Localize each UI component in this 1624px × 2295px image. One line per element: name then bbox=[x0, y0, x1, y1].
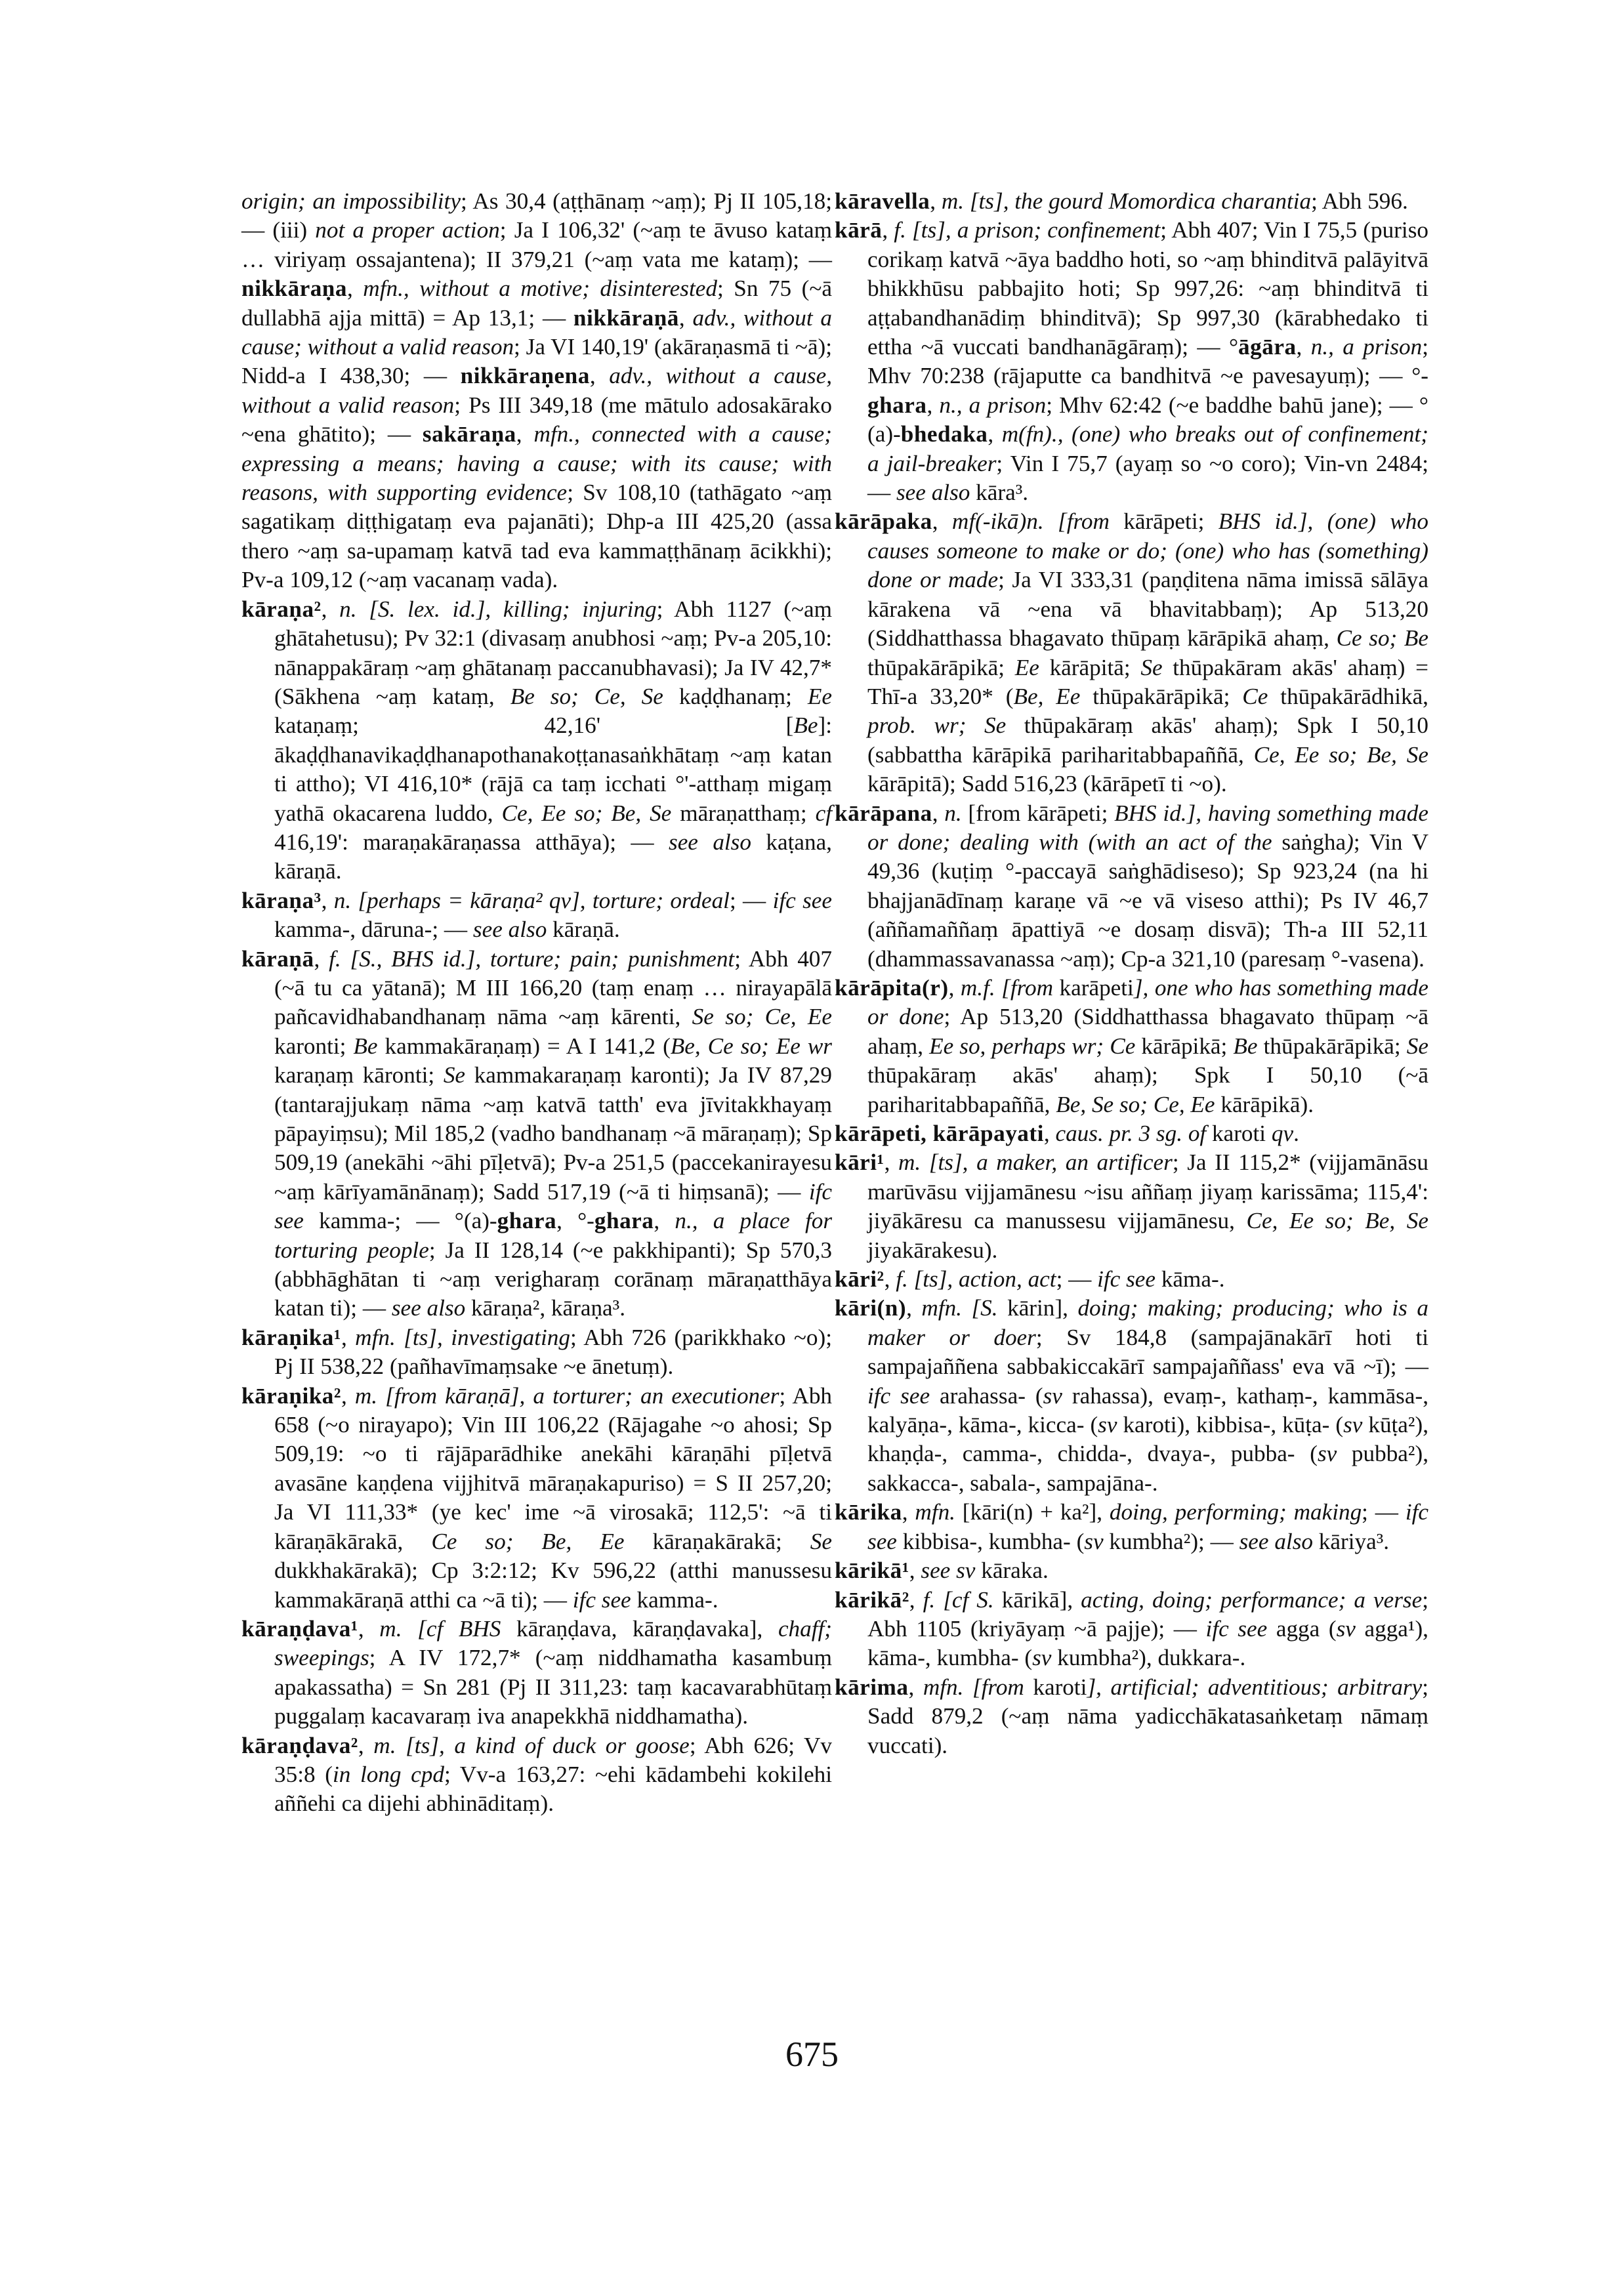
gloss-text: Ce so; Be, Ee bbox=[431, 1528, 625, 1554]
citation-text: agga¹), kāma-, kumbha- ( bbox=[867, 1615, 1428, 1671]
dictionary-entry-kari-1 bbox=[835, 1148, 1428, 1265]
headword: kāravella bbox=[835, 188, 930, 214]
citation-text: kārāpitā); Sadd 516,23 (kārāpetī ti ~o). bbox=[867, 771, 1227, 797]
citation-text: ; Abh 626; Vv 35:8 ( bbox=[274, 1732, 833, 1787]
citation-text: saṅgha bbox=[1272, 829, 1346, 855]
citation-text: ; Abh 726 (parikkhako ~o); Pj II 538,22 (pañhavīmaṃsake ~e ānetuṃ). bbox=[274, 1324, 833, 1380]
dictionary-entry-kari-2 bbox=[835, 1265, 1428, 1294]
gloss-text: sv bbox=[1084, 1528, 1104, 1554]
gloss-text: sv bbox=[1317, 1441, 1337, 1467]
headword: kāraṇa³ bbox=[241, 887, 322, 913]
dictionary-entry-karana-3 bbox=[241, 886, 832, 945]
citation-text: jiyakārakesu). bbox=[867, 1237, 998, 1263]
gloss-text: ifc see bbox=[1205, 1615, 1268, 1642]
gloss-text: n. [perhaps = kāraṇa² qv], torture; ordeal bbox=[333, 887, 730, 913]
citation-text: ; A IV 172,7* (~aṃ niddhamatha kasambuṃ apakassatha) = Sn 281 (Pj II 311,23: taṃ kacavarabhūtaṃ puggalaṃ kacavaraṃ iva anapekkhā niddhamatha). bbox=[274, 1645, 832, 1729]
gloss-text: ifc see bbox=[1097, 1266, 1156, 1292]
dictionary-entry-karika-f2 bbox=[835, 1586, 1428, 1673]
gloss-text: f. [ts], a prison; confinement bbox=[894, 217, 1161, 243]
citation-text: māraṇatthaṃ; bbox=[671, 800, 816, 826]
gloss-text: m. [ts], a kind of duck or goose bbox=[373, 1732, 690, 1758]
gloss-text: Ee bbox=[1014, 654, 1039, 680]
citation-text: arahassa- ( bbox=[930, 1382, 1043, 1409]
citation-text: , bbox=[358, 1615, 380, 1642]
gloss-text: origin; an impossibility bbox=[241, 188, 461, 214]
gloss-text: Ce, Ee so; Be, Se bbox=[1246, 1208, 1428, 1234]
dictionary-entry-karapaka bbox=[835, 507, 1428, 798]
gloss-text: mfn. [ts], investigating bbox=[355, 1324, 570, 1350]
citation-text: kāraṇḍava, kāraṇḍavaka], bbox=[501, 1615, 778, 1642]
citation-text: ; Abh 658 (~o nirayapo); Vin III 106,22 (Rājagahe ~o ahosi; Sp 509,19: ~o ti rājāparādhike anekāhi kāraṇāhi pīḷetvā avasāne kaṇḍena vijjhitvā māraṇakapuriso) = S II 257,20; Ja VI 111,33* (ye kec' ime ~ā virosakā; 112,5': ~ā ti kāraṇākārakā, bbox=[274, 1382, 833, 1554]
gloss-text: mf(-ikā)n. [from bbox=[951, 508, 1110, 535]
citation-text: ; As 30,4 (aṭṭhānaṃ ~aṃ); Pj II 105,18; — (iii) bbox=[241, 188, 832, 243]
citation-text: kaḍḍhanaṃ; bbox=[663, 683, 808, 709]
headword: kārāpaka bbox=[835, 508, 932, 535]
gloss-text: ifc see bbox=[274, 1178, 832, 1234]
citation-text: ; Abh 407 (~ā tu ca yātanā); M III 166,20 (taṃ enaṃ … nirayapālā pañcavidhabandhanaṃ nāma ~aṃ kārenti, bbox=[274, 945, 832, 1030]
citation-text: kibbisa-, kumbha- ( bbox=[896, 1528, 1085, 1554]
gloss-text: Se bbox=[443, 1062, 466, 1088]
citation-text: kataṇaṃ; 42,16' [ bbox=[274, 713, 794, 739]
gloss-text: Be bbox=[1233, 1033, 1258, 1059]
citation-text: kamma-; — °(a)- bbox=[303, 1208, 497, 1234]
citation-text: kumbha²); — bbox=[1103, 1528, 1239, 1554]
dictionary-entry-karana-f bbox=[241, 945, 832, 1323]
gloss-text: ifc see bbox=[867, 1499, 1428, 1554]
citation-text: kāriya³. bbox=[1312, 1528, 1390, 1554]
citation-text: , bbox=[1296, 334, 1311, 360]
citation-text: thūpakāram akās' ahaṃ) = Thī-a 33,20* ( bbox=[867, 654, 1428, 709]
citation-text: [from kārāpeti; bbox=[961, 800, 1115, 826]
citation-text: kārikā], bbox=[993, 1586, 1081, 1613]
citation-text: kamma-. bbox=[631, 1586, 718, 1613]
gloss-text: f. [S., BHS id.], torture; pain; punishment bbox=[329, 945, 735, 972]
gloss-text: Be bbox=[353, 1033, 378, 1059]
citation-text: ; Abh 1105 (kriyāyaṃ ~ā pajje); — bbox=[867, 1586, 1428, 1642]
citation-text: pubba²), sakkacca-, sabala-, sampajāna-. bbox=[867, 1441, 1428, 1496]
gloss-text: ifc see bbox=[867, 1382, 930, 1409]
citation-text: , bbox=[654, 1208, 675, 1234]
gloss-text: Se bbox=[1406, 1033, 1428, 1059]
gloss-text: see sv bbox=[921, 1558, 976, 1584]
gloss-text: m.f. [from bbox=[960, 974, 1054, 1001]
citation-text: , bbox=[927, 392, 940, 418]
citation-text: ; Ps III 349,18 (me mātulo adosakārako ~ena ghātito); — bbox=[241, 392, 832, 447]
citation-text: karaṇaṃ kāronti; bbox=[274, 1062, 444, 1088]
gloss-text: Ce, Ee so; Be, Se bbox=[1253, 741, 1428, 768]
dictionary-entry-karika bbox=[835, 1498, 1428, 1556]
citation-text: ; Abh 407; Vin I 75,5 (puriso corikaṃ katvā ~āya baddho hoti, so ~aṃ bhinditvā palāyitvā bhikkhūsu pabbajito hoti; Sp 997,26: ~aṃ bhinditvā ti aṭṭabandhanādiṃ bhinditvā); Sp 997,30 (kārabhedako ti ettha ~ā vuccati bandhanāgāraṃ); — ° bbox=[867, 217, 1428, 360]
gloss-text: BHS id.], having something made or done; dealing with (with an act of the bbox=[867, 800, 1428, 855]
citation-text: kārin], bbox=[997, 1295, 1078, 1321]
dictionary-entry-karapana bbox=[835, 799, 1428, 974]
citation-text: ; Mhv 70:238 (rājaputte ca bandhitvā ~e pavesayuṃ); — °- bbox=[867, 334, 1429, 389]
gloss-text: mfn. [S. bbox=[921, 1295, 998, 1321]
citation-text: karoti bbox=[1024, 1674, 1087, 1700]
headword: āgāra bbox=[1238, 334, 1297, 360]
citation-text: kārāpikā; bbox=[1135, 1033, 1234, 1059]
gloss-text: see also bbox=[896, 480, 970, 506]
headword: kārikā² bbox=[835, 1586, 909, 1613]
citation-text: karāpeti bbox=[1053, 974, 1134, 1001]
headword: nikkāraṇa bbox=[241, 276, 347, 302]
gloss-text: ], one who has something made or done bbox=[867, 974, 1429, 1030]
headword: ghara bbox=[594, 1208, 654, 1234]
headword: bhedaka bbox=[900, 421, 988, 447]
citation-text: , bbox=[678, 304, 693, 331]
citation-text: ; Sn 75 (~ā dullabhā ajja mittā) = Ap 13,1; — bbox=[241, 276, 833, 331]
gloss-text: Be, Ee bbox=[1013, 683, 1081, 709]
gloss-text: m(fn)., (one) who breaks out of confinement; a jail-breaker bbox=[867, 421, 1429, 476]
headword: kāraṇika² bbox=[241, 1382, 341, 1409]
gloss-text: Be bbox=[793, 713, 818, 739]
citation-text: , bbox=[314, 945, 329, 972]
gloss-text: n., a prison bbox=[1310, 334, 1423, 360]
gloss-text: n., a prison bbox=[939, 392, 1047, 418]
citation-text: thūpakāraṃ akās' ahaṃ); Spk I 50,10 (~ā pariharitabbapaññā, bbox=[867, 1062, 1428, 1117]
citation-text: ; Sv 108,10 (tathāgato ~aṃ sagatikaṃ diṭṭhigataṃ eva pajanāti); Dhp-a III 425,20 (assa thero ~aṃ sa-upamaṃ katvā tad eva kammaṭṭhānaṃ ācikkhi); Pv-a 109,12 (~aṃ vacanaṃ vada). bbox=[241, 480, 832, 593]
right-column bbox=[835, 187, 1428, 1760]
citation-text: kāraka. bbox=[975, 1558, 1049, 1584]
citation-text: thūpakārāpikā; bbox=[1257, 1033, 1407, 1059]
citation-text: ; Ap 513,20 (Siddhatthassa bhagavato thūpaṃ ~ā ahaṃ, bbox=[867, 1004, 1428, 1059]
citation-text: , bbox=[948, 974, 961, 1001]
citation-text: , bbox=[908, 1674, 923, 1700]
gloss-text: mfn., connected with a cause; expressing a means; having a cause; with its cause; with reasons, with supporting evidence bbox=[241, 421, 833, 506]
headword: kāri¹ bbox=[835, 1149, 885, 1176]
citation-text: ; — bbox=[729, 887, 773, 913]
citation-text: , bbox=[341, 1382, 355, 1409]
citation-text: , bbox=[341, 1324, 356, 1350]
headword: kāri(n) bbox=[835, 1295, 907, 1321]
citation-text: , bbox=[988, 421, 1002, 447]
gloss-text: adv., without a cause, without a valid reason bbox=[241, 363, 832, 418]
citation-text: , bbox=[909, 1586, 923, 1613]
headword: kāraṇika¹ bbox=[241, 1324, 341, 1350]
headword: kārikā¹ bbox=[835, 1558, 909, 1584]
gloss-text: Be, Ce so; Ee wr bbox=[670, 1033, 832, 1059]
page-number: 675 bbox=[785, 2035, 839, 2074]
headword: kārāpeti, kārāpayati bbox=[835, 1121, 1044, 1146]
citation-text: , bbox=[1043, 1121, 1056, 1146]
dictionary-entry-karandava-2 bbox=[241, 1731, 832, 1819]
citation-text: dukkhakārakā); Cp 3:2:12; Kv 596,22 (atthi manussesu kammakāraṇā atthi ca ~ā ti); — bbox=[274, 1558, 832, 1613]
citation-text: thūpakāraṃ akās' ahaṃ); Spk I 50,10 (sabbattha kārāpikā pariharitabbapaññā, bbox=[867, 713, 1428, 768]
citation-text: , °- bbox=[556, 1208, 594, 1234]
gloss-text: n. bbox=[944, 800, 962, 826]
dictionary-entry-karavella bbox=[835, 187, 1428, 216]
citation-text: kāra³. bbox=[970, 480, 1029, 506]
gloss-text: Be so; Ce, Se bbox=[510, 683, 663, 709]
citation-text: kaṭana, kāraṇā. bbox=[274, 829, 832, 884]
gloss-text: prob. wr; Se bbox=[867, 713, 1007, 739]
citation-text: kāma-. bbox=[1156, 1266, 1225, 1292]
citation-text: ; Mhv 62:42 (~e baddhe bahū jane); — °(a)- bbox=[867, 392, 1428, 447]
headword: kārāpana bbox=[835, 800, 932, 826]
headword: kārika bbox=[835, 1499, 902, 1525]
gloss-text: mfn. [from bbox=[923, 1674, 1024, 1700]
headword: kārāpita(r) bbox=[835, 974, 949, 1001]
gloss-text: n. [S. lex. id.], killing; injuring bbox=[339, 596, 657, 622]
citation-text: , bbox=[884, 1149, 899, 1176]
headword: kāraṇa² bbox=[241, 596, 322, 622]
gloss-text: n., a place for torturing people bbox=[274, 1208, 833, 1263]
gloss-text: in long cpd bbox=[332, 1761, 444, 1787]
dictionary-entry-karana-2 bbox=[241, 595, 832, 886]
gloss-text: Ce so; Be bbox=[1336, 625, 1428, 651]
gloss-text: ], artificial; adventitious; arbitrary bbox=[1087, 1674, 1423, 1700]
citation-text: 416,19': maraṇakāraṇassa atthāya); — bbox=[274, 829, 669, 855]
headword: ghara bbox=[497, 1208, 557, 1234]
dictionary-entry-origin-continuation bbox=[241, 187, 832, 595]
gloss-text: qv bbox=[1271, 1121, 1294, 1146]
gloss-text: doing, performing; making bbox=[1109, 1499, 1362, 1525]
gloss-text: sv bbox=[1336, 1615, 1356, 1642]
gloss-text: ifc see bbox=[572, 1586, 631, 1613]
citation-text: , bbox=[358, 1732, 374, 1758]
gloss-text: m. [ts], a maker, an artificer bbox=[898, 1149, 1173, 1176]
headword: nikkāraṇena bbox=[460, 363, 590, 389]
citation-text: , bbox=[589, 363, 610, 389]
headword: nikkāraṇā bbox=[573, 304, 679, 331]
gloss-text: m. [cf BHS bbox=[379, 1615, 501, 1642]
citation-text: , bbox=[321, 596, 340, 622]
headword: kāraṇā bbox=[241, 945, 314, 972]
gloss-text: Se bbox=[1140, 654, 1163, 680]
gloss-text: mfn., without a motive; disinterested bbox=[363, 276, 717, 302]
gloss-text: doing; making; producing; who is a maker or doer bbox=[867, 1295, 1428, 1350]
citation-text: [kāri(n) + ka²], bbox=[955, 1499, 1110, 1525]
citation-text: ; Abh 1127 (~aṃ ghātahetusu); Pv 32:1 (divasaṃ anubhosi ~aṃ; Pv-a 205,10: nānappakāraṃ ~aṃ ghātanaṃ paccanubhavasi); Ja IV 42,7* (Sākhena ~aṃ kataṃ, bbox=[274, 596, 833, 709]
dictionary-entry-karima bbox=[835, 1673, 1428, 1760]
citation-text: , bbox=[902, 1499, 915, 1525]
gloss-text: m. [from kāraṇā], a torturer; an executioner bbox=[354, 1382, 780, 1409]
citation-text: kumbha²), dukkara-. bbox=[1051, 1645, 1246, 1671]
gloss-text: BHS id.], (one) who causes someone to make or do; (one) who has (something) done or made bbox=[867, 508, 1428, 593]
gloss-text: m. [ts], the gourd Momordica charantia bbox=[941, 188, 1312, 214]
dictionary-entry-kara bbox=[835, 216, 1428, 507]
gloss-text: Ee so, perhaps wr; Ce bbox=[929, 1033, 1136, 1059]
citation-text: kārāpikā). bbox=[1215, 1091, 1314, 1117]
citation-text: ; — bbox=[1056, 1266, 1098, 1292]
dictionary-entry-karapeti bbox=[835, 1119, 1428, 1148]
citation-text: ; Abh 596. bbox=[1311, 188, 1408, 214]
headword: kārā bbox=[835, 217, 883, 243]
citation-text: ; Vv-a 163,27: ~ehi kādambehi kokilehi aññehi ca dijehi abhināditaṃ). bbox=[274, 1761, 832, 1817]
citation-text: kāraṇakārakā; bbox=[624, 1528, 810, 1554]
citation-text: ]: ākaḍḍhanavikaḍḍhanapothanakoṭṭanasaṅkhātaṃ ~aṃ katan ti attho); VI 416,10* (rājā ca taṃ icchati °'-atthaṃ migaṃ yathā okacarena luddo, bbox=[274, 713, 832, 826]
citation-text: kārāpeti; bbox=[1109, 508, 1218, 535]
gloss-text: see also bbox=[1239, 1528, 1313, 1554]
dictionary-entry-karapita bbox=[835, 974, 1428, 1119]
gloss-text: sv bbox=[1098, 1412, 1117, 1438]
citation-text: karonti; bbox=[274, 1033, 354, 1059]
citation-text: ; — bbox=[1362, 1499, 1405, 1525]
citation-text: agga ( bbox=[1267, 1615, 1337, 1642]
gloss-text: f. [cf S. bbox=[923, 1586, 994, 1613]
citation-text: thūpakārāpikā; bbox=[867, 654, 1015, 680]
citation-text: ; Ja VI 333,31 (paṇḍitena nāma imissā sālāya kārakena vā ~ena vā bhavitabbaṃ); Ap 513,20 (Siddhatthassa bhagavato thūpaṃ kārāpikā ahaṃ, bbox=[867, 567, 1428, 651]
gloss-text: Ce bbox=[1242, 683, 1268, 709]
gloss-text: chaff; sweepings bbox=[274, 1615, 833, 1671]
gloss-text: cf bbox=[815, 800, 832, 826]
citation-text: , bbox=[882, 217, 894, 243]
headword: kāraṇḍava² bbox=[241, 1732, 358, 1758]
gloss-text: sv bbox=[1343, 1412, 1363, 1438]
gloss-text: sv bbox=[1043, 1382, 1062, 1409]
gloss-text: see also bbox=[669, 829, 751, 855]
dictionary-entry-kari-n bbox=[835, 1294, 1428, 1498]
citation-text: rahassa), evaṃ-, kathaṃ-, kammāsa-, kalyāṇa-, kāma-, kicca- ( bbox=[867, 1382, 1428, 1438]
citation-text: ; Ja II 115,2* (vijjamānāsu marūvāsu vijjamānesu ~isu aññaṃ jiyaṃ karissāma; 115,4': jiyākāresu ca manussesu vijjamānesu, bbox=[867, 1149, 1428, 1234]
gloss-text: caus. pr. 3 sg. of bbox=[1055, 1121, 1207, 1146]
citation-text: , bbox=[932, 508, 952, 535]
gloss-text: Se so; Ce, Ee bbox=[692, 1004, 833, 1030]
gloss-text: see also bbox=[472, 917, 547, 943]
citation-text: , bbox=[516, 421, 534, 447]
gloss-text: Se bbox=[810, 1528, 832, 1554]
citation-text: ; Sadd 879,2 (~aṃ nāma yadicchākatasaṅketaṃ nāmaṃ vuccati). bbox=[867, 1674, 1429, 1758]
headword: kāraṇḍava¹ bbox=[241, 1615, 358, 1642]
gloss-text: acting, doing; performance; a verse bbox=[1081, 1586, 1423, 1613]
citation-text: ; Vin V 49,36 (kuṭiṃ °-paccayā saṅghādiseso); Sp 923,24 (na hi bhajjanādīnaṃ karaṇe vā ~e vā viseso atthi); Ps IV 46,7 (aññamaññaṃ āpattiyā ~e dosaṃ disvā); Th-a III 52,11 (dhammassavanassa ~aṃ); Cp-a 321,10 (paresaṃ °-vasena). bbox=[867, 829, 1428, 972]
left-column bbox=[241, 187, 832, 1819]
gloss-text: ) bbox=[1346, 829, 1354, 855]
citation-text: kūṭa²), khaṇḍa-, camma-, chidda-, dvaya-, pubba- ( bbox=[867, 1412, 1428, 1467]
gloss-text: Be, Se so; Ce, Ee bbox=[1056, 1091, 1215, 1117]
citation-text: , bbox=[906, 1295, 922, 1321]
citation-text: ; Sv 184,8 (sampajānakārī hoti ti sampajaññena sabbakiccakārī sampajaññass' eva vā ~ī); — bbox=[867, 1324, 1428, 1380]
headword: sakāraṇa bbox=[422, 421, 516, 447]
citation-text: . bbox=[1293, 1121, 1299, 1146]
dictionary-entry-karandava-1 bbox=[241, 1615, 832, 1731]
citation-text: karoti), kibbisa-, kūṭa- ( bbox=[1117, 1412, 1344, 1438]
dictionary-entry-karanika-2 bbox=[241, 1382, 832, 1615]
gloss-text: Ee bbox=[807, 683, 832, 709]
citation-text: kāraṇa², kāraṇa³. bbox=[465, 1295, 626, 1321]
citation-text: karoti bbox=[1206, 1121, 1272, 1146]
citation-text: , bbox=[321, 887, 334, 913]
citation-text: kammakāraṇaṃ) = A I 141,2 ( bbox=[377, 1033, 671, 1059]
gloss-text: see also bbox=[391, 1295, 466, 1321]
citation-text: , bbox=[346, 276, 364, 302]
dictionary-entry-karika-f1 bbox=[835, 1556, 1428, 1585]
headword: ghara bbox=[867, 392, 927, 418]
gloss-text: sv bbox=[1032, 1645, 1052, 1671]
citation-text: ; Ja I 106,32' (~aṃ te āvuso kataṃ … viriyaṃ ossajantena); II 379,21 (~aṃ vata me kataṃ); — bbox=[241, 217, 833, 272]
gloss-text: Ce, Ee so; Be, Se bbox=[501, 800, 672, 826]
citation-text: kamma-, dāruna-; — bbox=[274, 917, 473, 943]
citation-text: kārāpitā; bbox=[1039, 654, 1141, 680]
headword: kārima bbox=[835, 1674, 909, 1700]
citation-text: ; Ja VI 140,19' (akāraṇasmā ti ~ā); Nidd-a I 438,30; — bbox=[241, 334, 832, 389]
citation-text: , bbox=[932, 800, 945, 826]
citation-text: thūpakārādhikā, bbox=[1268, 683, 1428, 709]
citation-text: , bbox=[930, 188, 942, 214]
gloss-text: adv., without a cause; without a valid reason bbox=[241, 304, 833, 360]
gloss-text: f. [ts], action, act bbox=[896, 1266, 1056, 1292]
citation-text: thūpakārāpikā; bbox=[1080, 683, 1243, 709]
citation-text: , bbox=[884, 1266, 896, 1292]
gloss-text: not a proper action bbox=[315, 217, 500, 243]
citation-text: kammakaraṇaṃ karonti); Ja IV 87,29 (tantarajjukaṃ nāma ~aṃ katvā tatth' eva jīvitakkhayaṃ pāpayiṃsu); Mil 185,2 (vadho bandhanaṃ ~ā māraṇaṃ); Sp 509,19 (anekāhi ~āhi pīḷetvā); Pv-a 251,5 (paccekanirayesu ~aṃ kārīyamānānaṃ); Sadd 517,19 (~ā ti hiṃsanā); — bbox=[274, 1062, 832, 1205]
headword: kāri² bbox=[835, 1266, 885, 1292]
gloss-text: ifc see bbox=[772, 887, 833, 913]
dictionary-entry-karanika-1 bbox=[241, 1323, 832, 1382]
gloss-text: mfn. bbox=[915, 1499, 955, 1525]
citation-text: kāraṇā. bbox=[547, 917, 620, 943]
citation-text: , bbox=[909, 1558, 921, 1584]
citation-text: ; Vin I 75,7 (ayaṃ so ~o coro); Vin-vn 2484; — bbox=[867, 450, 1428, 506]
citation-text: ; Ja II 128,14 (~e pakkhipanti); Sp 570,3 (abbhāghātan ti ~aṃ verigharaṃ corānaṃ māraṇatthāya katan ti); — bbox=[274, 1237, 832, 1321]
